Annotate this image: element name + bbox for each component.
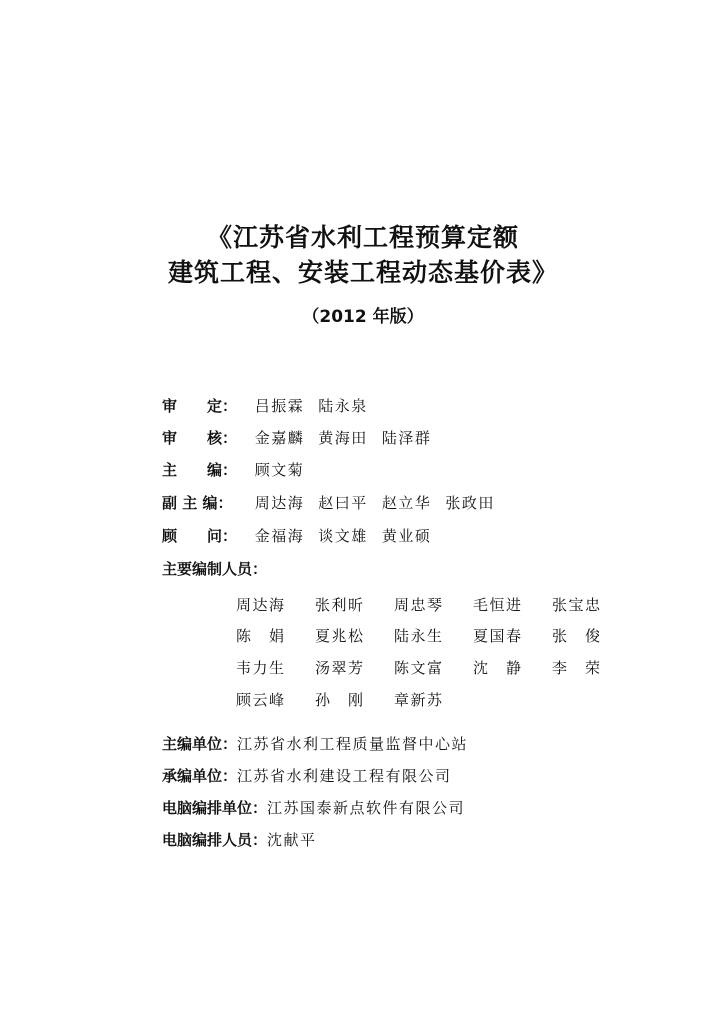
credit-row-deputy-editor [162,490,509,516]
person-name: 夏兆松 [315,627,365,645]
person-name: 章新苏 [394,691,444,709]
person-name: 金嘉麟 [254,429,305,447]
unit-value: 江苏省水利建设工程有限公司 [237,767,452,785]
unit-row-chief [162,731,468,757]
person-name: 陈 娟 [236,627,286,645]
unit-label: 承编单位： [162,767,238,785]
unit-label: 电脑编排人员： [162,831,268,849]
person-name: 顾文菊 [254,461,305,479]
unit-value: 江苏国泰新点软件有限公司 [267,799,466,817]
staff-row [236,592,631,618]
credit-row-review [162,425,445,451]
book-title-line-2: 建筑工程、安装工程动态基价表》 [167,258,558,287]
person-name: 谈文雄 [318,527,368,545]
person-name: 夏国春 [473,627,523,645]
edition-label: （2012 年版） [302,307,424,327]
book-title-line-1: 《江苏省水利工程预算定额 [206,223,519,252]
person-name: 吕振霖 [254,397,305,415]
person-name: 李 荣 [552,659,602,677]
person-name: 张利昕 [315,596,365,614]
person-name: 韦力生 [236,659,286,677]
person-name: 陆永泉 [318,397,368,415]
staff-row [236,687,473,713]
credit-label: 顾 问： [162,527,238,545]
person-name: 周忠琴 [394,596,444,614]
person-name: 陆永生 [394,627,444,645]
credit-label: 主 编： [162,461,238,479]
person-name: 赵立华 [381,494,432,512]
person-name: 黄海田 [318,429,368,447]
credit-row-chief-editor [162,457,318,483]
person-name: 张政田 [445,494,495,512]
person-name: 顾云峰 [236,691,286,709]
credit-label: 审 定： [162,397,238,415]
unit-label: 电脑编排单位： [162,799,268,817]
staff-heading [162,556,267,582]
person-name: 赵曰平 [318,494,368,512]
person-name: 沈 静 [473,659,523,677]
credit-row-approval [162,393,382,419]
person-name: 孙 刚 [315,691,365,709]
staff-label: 主要编制人员： [162,560,268,578]
person-name: 陆泽群 [381,429,432,447]
person-name: 陈文富 [394,659,444,677]
person-name: 周达海 [254,494,305,512]
person-name: 毛恒进 [473,596,523,614]
unit-row-typesetter [162,827,317,853]
person-name: 汤翠芳 [315,659,365,677]
unit-value: 江苏省水利工程质量监督中心站 [237,735,469,753]
staff-row [236,623,631,649]
unit-value: 沈献平 [267,831,317,849]
person-name: 张 俊 [552,627,602,645]
person-name: 金福海 [254,527,305,545]
unit-row-undertaking [162,763,452,789]
credit-label: 副 主 编： [162,494,233,512]
credit-row-advisor [162,523,445,549]
staff-row [236,655,631,681]
person-name: 黄业硕 [381,527,432,545]
unit-row-typesetting [162,795,465,821]
person-name: 张宝忠 [552,596,602,614]
unit-label: 主编单位： [162,735,238,753]
person-name: 周达海 [236,596,286,614]
credit-label: 审 核： [162,429,238,447]
